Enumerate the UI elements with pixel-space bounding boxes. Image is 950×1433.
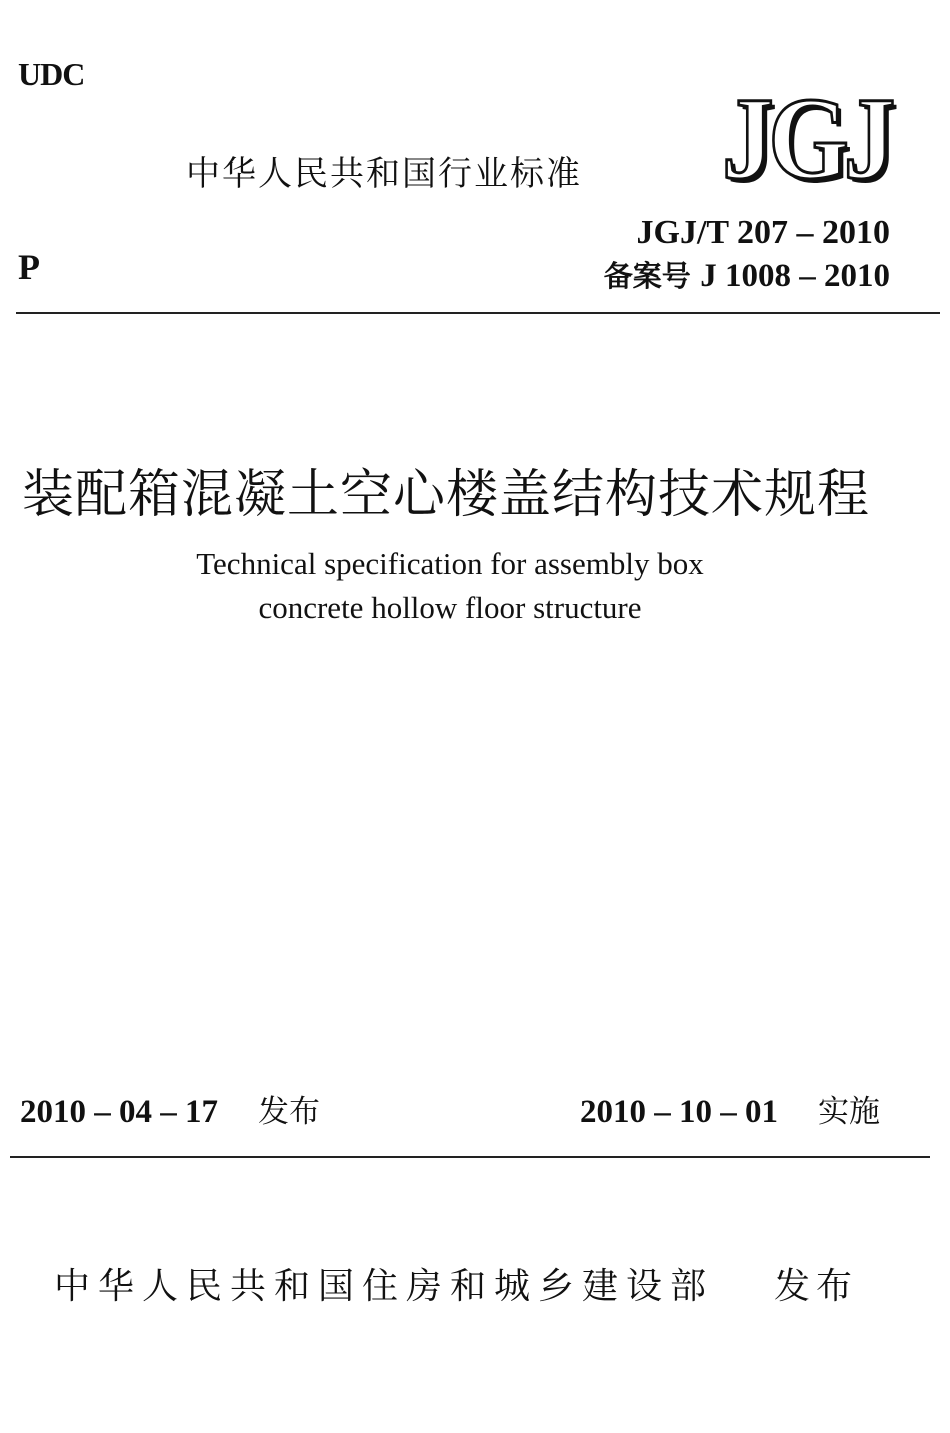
record-number: J 1008 – 2010 bbox=[700, 258, 890, 294]
jgj-logo-face: JGJ bbox=[722, 88, 893, 190]
jgj-logo bbox=[712, 88, 898, 190]
issuing-authority: 中华人民共和国住房和城乡建设部 bbox=[54, 1266, 715, 1307]
title-chinese: 装配箱混凝土空心楼盖结构技术规程 bbox=[22, 465, 871, 525]
title-english-line2: concrete hollow floor structure bbox=[258, 590, 642, 625]
ministry-standard-heading: 中华人民共和国行业标准 bbox=[186, 154, 582, 194]
record-label: 备案号 bbox=[603, 259, 691, 293]
footer-divider bbox=[10, 1156, 930, 1158]
effective-date: 2010 – 10 – 01 bbox=[580, 1094, 778, 1130]
standard-code: JGJ/T 207 – 2010 bbox=[636, 214, 890, 251]
issue-label: 发布 bbox=[258, 1094, 320, 1130]
issue-date: 2010 – 04 – 17 bbox=[20, 1094, 218, 1130]
effective-label: 实施 bbox=[818, 1094, 880, 1130]
udc-label: UDC bbox=[18, 56, 85, 92]
issuing-action: 发布 bbox=[774, 1266, 859, 1307]
effective-date-line bbox=[580, 1086, 880, 1131]
jgj-logo-shadow: JGJ bbox=[726, 88, 897, 190]
classification-letter: P bbox=[18, 247, 40, 287]
issue-date-line bbox=[20, 1086, 320, 1131]
title-english bbox=[0, 542, 900, 630]
record-number-line bbox=[604, 254, 890, 295]
title-english-line1: Technical specification for assembly box bbox=[196, 546, 704, 581]
header-divider bbox=[16, 312, 940, 314]
